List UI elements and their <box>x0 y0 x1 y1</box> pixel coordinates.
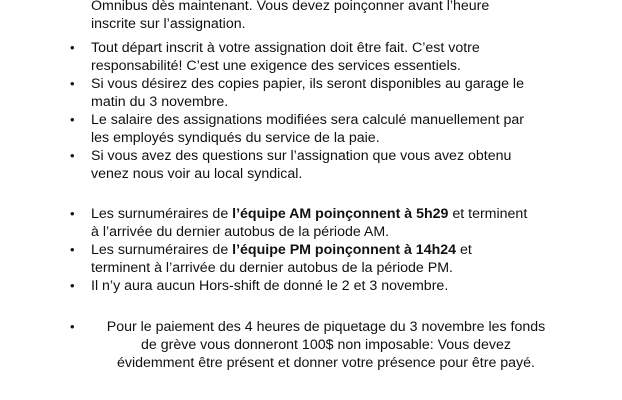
list-item-line: évidemment être présent et donner votre présence pour être payé. <box>117 355 535 371</box>
list-item-copies <box>91 75 561 111</box>
list-item-line: Pour le paiement des 4 heures de piquetage du 3 novembre les fonds <box>106 319 546 335</box>
am-text-before: Les surnuméraires de <box>91 206 233 222</box>
list-item-line: les employés syndiqués du service de la paie. <box>91 130 380 146</box>
list-item-line: Il n’y aura aucun Hors-shift de donné le 2 et 3 novembre. <box>91 278 449 294</box>
am-text-after: et terminent <box>448 206 528 222</box>
continuation-line-1: Omnibus dès maintenant. Vous devez poinçonner avant l’heure <box>91 0 490 14</box>
list-item-line <box>91 241 561 259</box>
pm-text-after: et <box>456 242 472 258</box>
bullet-icon: • <box>70 112 75 127</box>
list-item-salaire <box>91 111 561 147</box>
list-item-line: Si vous désirez des copies papier, ils seront disponibles au garage le <box>91 76 524 92</box>
bullet-icon: • <box>70 242 75 257</box>
list-item-line: terminent à l’arrivée du dernier autobus de la période PM. <box>91 260 453 276</box>
bullet-icon: • <box>70 278 75 293</box>
bullet-icon: • <box>70 319 75 334</box>
continuation-line-2: inscrite sur l’assignation. <box>91 16 246 32</box>
list-item-line: venez nous voir au local syndical. <box>91 166 303 182</box>
list-item-line <box>91 205 561 223</box>
list-item-questions <box>91 147 561 183</box>
list-item-departs <box>91 39 561 75</box>
list-item-line: de grève vous donneront 100$ non imposable: Vous devez <box>141 337 511 353</box>
bullet-icon: • <box>70 206 75 221</box>
list-item-hors-shift <box>91 277 561 295</box>
bullet-icon: • <box>70 148 75 163</box>
continuation-paragraph <box>91 0 561 33</box>
bullet-icon: • <box>70 76 75 91</box>
list-item-line: à l’arrivée du dernier autobus de la période AM. <box>91 224 390 240</box>
list-item-line: Le salaire des assignations modifiées sera calculé manuellement par <box>91 112 524 128</box>
list-item-piquetage <box>91 318 561 372</box>
list-item-line: matin du 3 novembre. <box>91 94 229 110</box>
pm-text-bold: l’équipe PM poinçonnent à 14h24 <box>232 242 457 258</box>
list-item-line: Si vous avez des questions sur l’assignation que vous avez obtenu <box>91 148 512 164</box>
bullet-icon: • <box>70 40 75 55</box>
list-item-equipe-pm <box>91 241 561 277</box>
pm-text-before: Les surnuméraires de <box>91 242 233 258</box>
list-item-line: Tout départ inscrit à votre assignation doit être fait. C’est votre <box>91 40 480 56</box>
list-item-line: responsabilité! C’est une exigence des services essentiels. <box>91 58 461 74</box>
list-item-equipe-am <box>91 205 561 241</box>
am-text-bold: l’équipe AM poinçonnent à 5h29 <box>232 206 449 222</box>
